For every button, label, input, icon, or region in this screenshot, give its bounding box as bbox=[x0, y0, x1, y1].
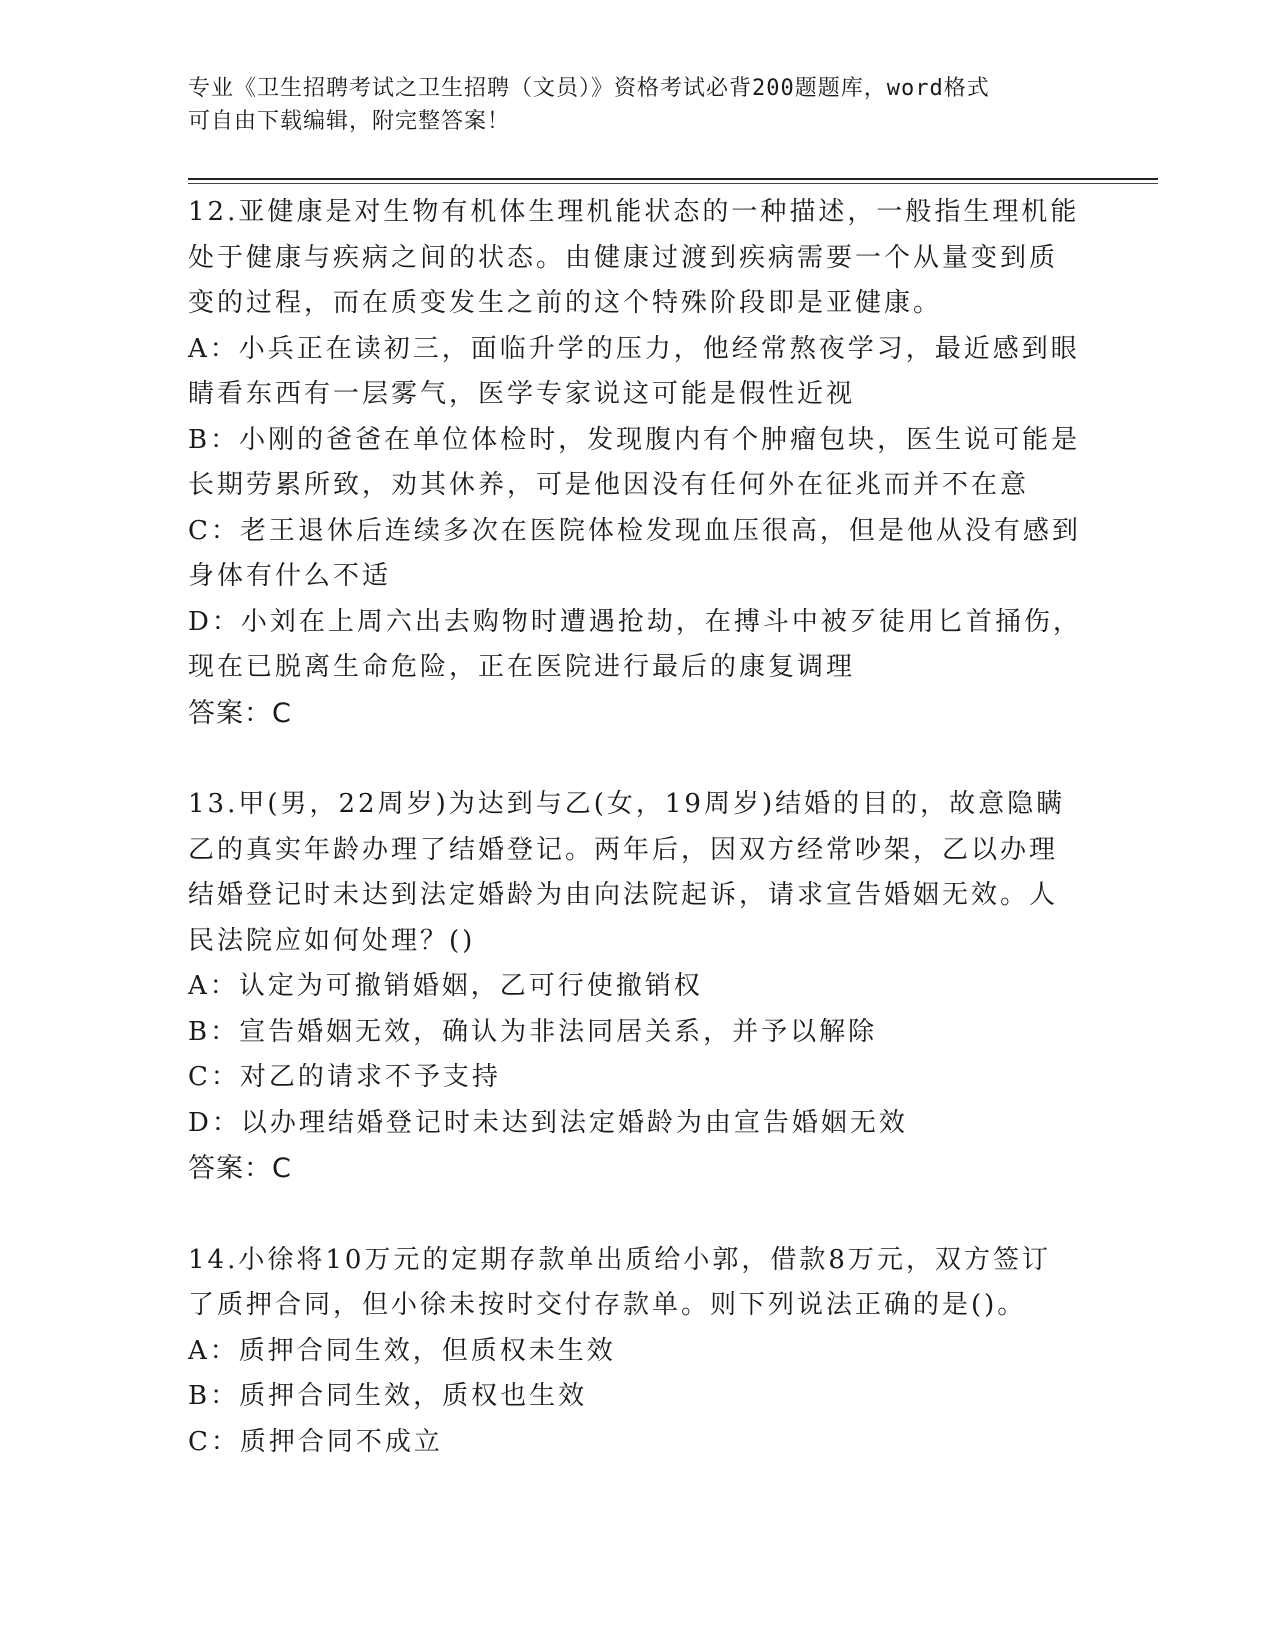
header-divider-thin bbox=[188, 183, 1158, 184]
option-b-line: B：小刚的爸爸在单位体检时，发现腹内有个肿瘤包块，医生说可能是 bbox=[188, 424, 1081, 455]
question-stem-line: 民法院应如何处理？() bbox=[188, 925, 476, 956]
header-title-line-2: 可自由下载编辑，附完整答案！ bbox=[188, 109, 511, 134]
question-spacer bbox=[188, 736, 1088, 782]
answer-label: 答案：C bbox=[188, 1153, 292, 1184]
question-stem-line: 14.小徐将10万元的定期存款单出质给小郭，借款8万元，双方签订 bbox=[188, 1244, 1051, 1275]
question-list bbox=[188, 190, 1088, 1465]
question-13 bbox=[188, 782, 1088, 1192]
option-a-line: A：小兵正在读初三，面临升学的压力，他经常熬夜学习，最近感到眼 bbox=[188, 333, 1080, 364]
question-spacer bbox=[188, 1192, 1088, 1238]
question-stem-line: 了质押合同，但小徐未按时交付存款单。则下列说法正确的是()。 bbox=[188, 1290, 1027, 1320]
option-d-line: D：以办理结婚登记时未达到法定婚龄为由宣告婚姻无效 bbox=[188, 1107, 908, 1138]
option-b-line: B：质押合同生效，质权也生效 bbox=[188, 1381, 588, 1411]
question-stem-line: 乙的真实年龄办理了结婚登记。两年后，因双方经常吵架，乙以办理 bbox=[188, 834, 1059, 865]
answer-label: 答案：C bbox=[188, 697, 292, 729]
option-d-line: 现在已脱离生命危险，正在医院进行最后的康复调理 bbox=[188, 652, 856, 682]
question-14 bbox=[188, 1238, 1088, 1466]
document-header bbox=[188, 72, 1088, 138]
option-d-line: D：小刘在上周六出去购物时遭遇抢劫，在搏斗中被歹徒用匕首捅伤， bbox=[188, 606, 1082, 637]
option-c-line: C：对乙的请求不予支持 bbox=[188, 1062, 501, 1092]
option-b-line: B：宣告婚姻无效，确认为非法同居关系，并予以解除 bbox=[188, 1016, 878, 1047]
option-a-line: A：质押合同生效，但质权未生效 bbox=[188, 1335, 616, 1366]
option-a-line: A：认定为可撤销婚姻，乙可行使撤销权 bbox=[188, 971, 703, 1001]
question-stem-line: 处于健康与疾病之间的状态。由健康过渡到疾病需要一个从量变到质 bbox=[188, 242, 1059, 273]
option-b-line: 长期劳累所致，劝其休养，可是他因没有任何外在征兆而并不在意 bbox=[188, 470, 1030, 500]
question-12 bbox=[188, 190, 1088, 736]
header-divider-thick bbox=[188, 178, 1158, 180]
option-c-line: C：质押合同不成立 bbox=[188, 1426, 443, 1457]
option-a-line: 睛看东西有一层雾气，医学专家说这可能是假性近视 bbox=[188, 379, 856, 409]
question-stem-line: 13.甲(男，22周岁)为达到与乙(女，19周岁)结婚的目的，故意隐瞒 bbox=[188, 789, 1066, 819]
question-stem-line: 变的过程，而在质变发生之前的这个特殊阶段即是亚健康。 bbox=[188, 288, 943, 318]
option-c-line: 身体有什么不适 bbox=[188, 561, 392, 591]
question-stem-line: 12.亚健康是对生物有机体生理机能状态的一种描述，一般指生理机能 bbox=[188, 197, 1080, 227]
question-stem-line: 结婚登记时未达到法定婚龄为由向法院起诉，请求宣告婚姻无效。人 bbox=[188, 880, 1059, 910]
option-c-line: C：老王退休后连续多次在医院体检发现血压很高，但是他从没有感到 bbox=[188, 515, 1081, 546]
header-title-line-1: 专业《卫生招聘考试之卫生招聘（文员）》资格考试必背200题题库，word格式 bbox=[188, 76, 990, 101]
